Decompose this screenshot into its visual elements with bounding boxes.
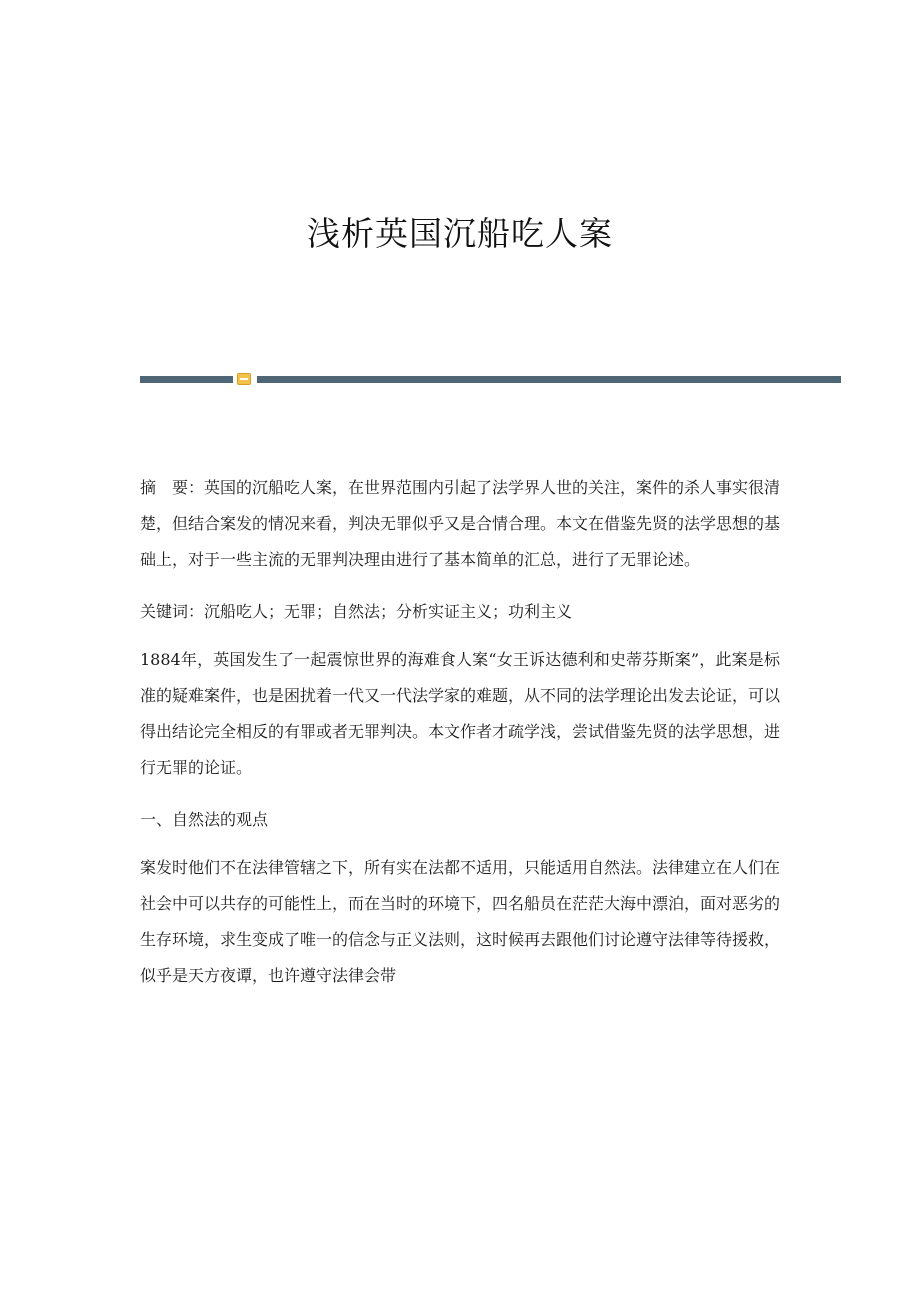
- document-title: 浅析英国沉船吃人案: [307, 214, 613, 253]
- divider-bar-right: [257, 376, 841, 383]
- document-body: [140, 470, 780, 1010]
- section-heading: 一、自然法的观点: [140, 810, 269, 829]
- title-divider: [140, 372, 841, 386]
- divider-bar-left: [140, 376, 233, 383]
- divider-marker-icon: [237, 373, 251, 385]
- intro-paragraph: 1884年，英国发生了一起震惊世界的海难食人案“女王诉达德利和史蒂芬斯案”，此案是标准的疑难案件，也是困扰着一代又一代法学家的难题，从不同的法学理论出发去论证，可以得出结论完全相反的有罪或者无罪判决。本文作者才疏学浅，尝试借鉴先贤的法学思想，进行无罪的论证。: [140, 650, 781, 777]
- section-body-paragraph: 案发时他们不在法律管辖之下，所有实在法都不适用，只能适用自然法。法律建立在人们在社会中可以共存的可能性上，而在当时的环境下，四名船员在茫茫大海中漂泊，面对恶劣的生存环境，求生变成了唯一的信念与正义法则，这时候再去跟他们讨论遵守法律等待援救，似乎是天方夜谭，也许遵守法律会带: [140, 858, 781, 985]
- abstract-paragraph: 摘 要：英国的沉船吃人案，在世界范围内引起了法学界人世的关注，案件的杀人事实很清楚，但结合案发的情况来看，判决无罪似乎又是合情合理。本文在借鉴先贤的法学思想的基础上，对于一些主流的无罪判决理由进行了基本简单的汇总，进行了无罪论述。: [140, 478, 781, 569]
- keywords-line: 关键词：沉船吃人；无罪；自然法；分析实证主义；功利主义: [140, 602, 573, 621]
